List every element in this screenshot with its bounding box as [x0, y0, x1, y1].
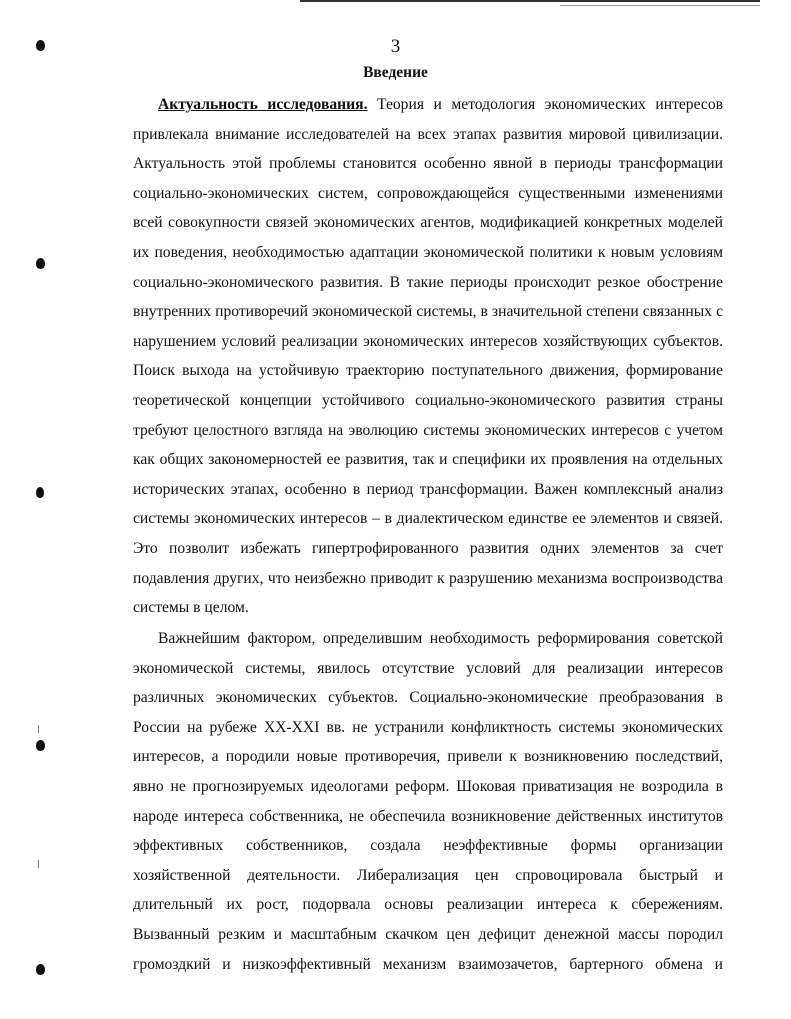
page-number: 3 — [390, 36, 401, 57]
section-heading: Введение — [363, 64, 428, 81]
text-line: длительный их рост, подорвала основы реализации интереса к сбережениям. — [133, 896, 723, 914]
paragraph-first-line: Важнейшим фактором, определившим необходимость реформирования советской — [158, 630, 723, 647]
text-line: внутренних противоречий экономической системы, в значительной степени связанных с — [133, 303, 723, 321]
binder-hole-mark — [36, 964, 45, 975]
text-line: социально-экономического развития. В такие периоды происходит резкое обострение — [133, 273, 723, 291]
text-line: Это позволит избежать гипертрофированного развития одних элементов за счет — [133, 539, 723, 557]
scan-edge-top-secondary — [560, 5, 760, 6]
text-line: явно не прогнозируемых идеологами реформ. Шоковая приватизация не возродила в — [133, 777, 723, 795]
text-line: различных экономических субъектов. Социально-экономические преобразования в — [133, 689, 723, 707]
binder-hole-mark — [36, 487, 44, 498]
scan-tick-mark — [38, 860, 39, 868]
lead-term: Актуальность исследования. — [158, 96, 368, 113]
first-line-text: Теория и методология экономических интересов — [367, 96, 723, 113]
text-line: экономической системы, явилось отсутствие условий для реализации интересов — [133, 659, 723, 677]
text-line: социально-экономических систем, сопровождающейся существенными изменениями — [133, 184, 723, 202]
text-line: нарушением условий реализации экономических интересов хозяйствующих субъектов. — [133, 332, 723, 350]
text-line: всей совокупности связей экономических агентов, модификацией конкретных моделей — [133, 214, 723, 232]
text-line: их поведения, необходимостью адаптации экономической политики к новым условиям — [133, 243, 723, 261]
text-line: Вызванный резким и масштабным скачком цен дефицит денежной массы породил — [133, 925, 723, 943]
text-line: подавления других, что неизбежно приводит к разрушению механизма воспроизводства — [133, 569, 723, 587]
text-line: Поиск выхода на устойчивую траекторию поступательного движения, формирование — [133, 362, 723, 380]
text-line: как общих закономерностей ее развития, так и специфики их проявления на отдельных — [133, 451, 723, 469]
binder-hole-mark — [36, 740, 45, 751]
text-line: требуют целостного взгляда на эволюцию системы экономических интересов с учетом — [133, 421, 723, 439]
text-line: теоретической концепции устойчивого социально-экономического развития страны — [133, 391, 723, 409]
text-line: хозяйственной деятельности. Либерализация цен спровоцировала быстрый и — [133, 866, 723, 884]
paragraph-first-line — [133, 90, 723, 120]
text-line: исторических этапах, особенно в период трансформации. Важен комплексный анализ — [133, 480, 723, 498]
binder-hole-mark — [36, 258, 45, 269]
scan-edge-top — [300, 0, 760, 2]
text-line: громоздкий и низкоэффективный механизм взаимозачетов, бартерного обмена и — [133, 955, 723, 973]
text-line: привлекала внимание исследователей на всех этапах развития мировой цивилизации. — [133, 125, 723, 143]
paragraph-relevance — [133, 90, 723, 623]
text-line: эффективных собственников, создала неэффективные формы организации — [133, 837, 723, 855]
scan-tick-mark — [38, 725, 39, 733]
text-line: Актуальность этой проблемы становится особенно явной в периоды трансформации — [133, 155, 723, 173]
text-line: интересов, а породили новые противоречия, привели к возникновению последствий, — [133, 748, 723, 766]
text-line: России на рубеже XX-XXI вв. не устранили конфликтность системы экономических — [133, 718, 723, 736]
text-line: народе интереса собственника, не обеспечила возникновение действенных институтов — [133, 807, 723, 825]
paragraph-last-line: системы в целом. — [133, 599, 249, 617]
text-line: системы экономических интересов – в диалектическом единстве ее элементов и связей. — [133, 510, 723, 528]
paragraph-reform-factor — [133, 624, 723, 979]
